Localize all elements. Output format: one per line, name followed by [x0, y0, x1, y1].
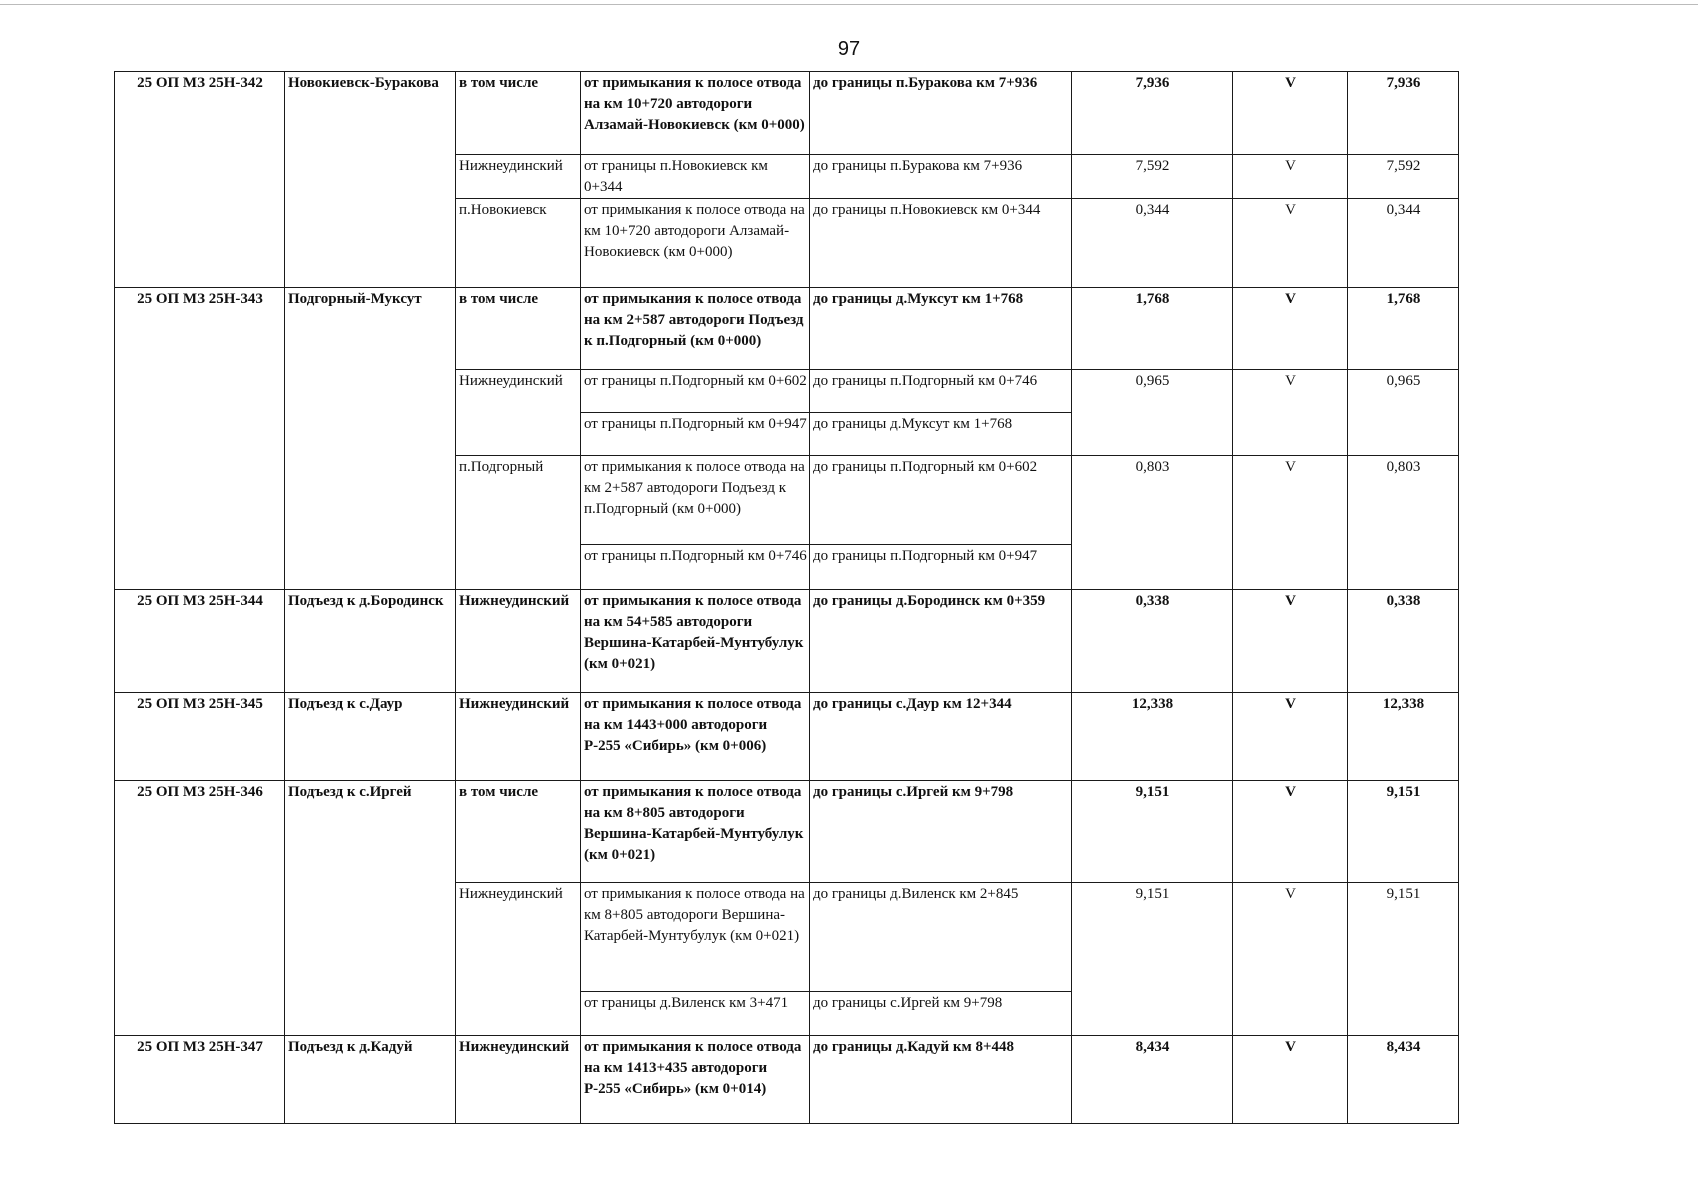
district-cell: в том числе	[456, 781, 581, 883]
length-cell: 7,592	[1072, 155, 1233, 199]
from-cell: от примыкания к полосе отвода на км 10+720 автодороги Алзамай-Новокиевск (км 0+000)	[581, 72, 810, 155]
length-cell: 0,803	[1072, 456, 1233, 590]
to-cell: до границы п.Буракова км 7+936	[810, 72, 1072, 155]
length-cell: 1,768	[1072, 288, 1233, 370]
from-cell: от границы п.Подгорный км 0+746	[581, 545, 810, 590]
road-code: 25 ОП МЗ 25Н-343	[115, 288, 285, 590]
category-cell: V	[1233, 693, 1348, 781]
total-cell: 0,965	[1348, 370, 1459, 456]
total-cell: 0,344	[1348, 199, 1459, 288]
from-cell: от границы п.Подгорный км 0+602	[581, 370, 810, 413]
table-row	[115, 590, 1459, 693]
from-cell: от границы д.Виленск км 3+471	[581, 992, 810, 1036]
total-cell: 9,151	[1348, 883, 1459, 1036]
to-cell: до границы д.Бородинск км 0+359	[810, 590, 1072, 693]
category-cell: V	[1233, 155, 1348, 199]
to-cell: до границы п.Подгорный км 0+746	[810, 370, 1072, 413]
table-row	[115, 781, 1459, 883]
total-cell: 8,434	[1348, 1036, 1459, 1124]
table-row	[115, 72, 1459, 155]
to-cell: до границы д.Кадуй км 8+448	[810, 1036, 1072, 1124]
road-code: 25 ОП МЗ 25Н-346	[115, 781, 285, 1036]
road-name: Подгорный-Муксут	[285, 288, 456, 590]
road-code: 25 ОП МЗ 25Н-347	[115, 1036, 285, 1124]
from-cell: от границы п.Новокиевск км 0+344	[581, 155, 810, 199]
from-cell: от примыкания к полосе отвода на км 54+585 автодороги Вершина-Катарбей-Мунтубулук (км 0+021)	[581, 590, 810, 693]
to-cell: до границы п.Подгорный км 0+947	[810, 545, 1072, 590]
category-cell: V	[1233, 883, 1348, 1036]
district-cell: Нижнеудинский	[456, 1036, 581, 1124]
category-cell: V	[1233, 590, 1348, 693]
roads-table	[114, 71, 1459, 1124]
total-cell: 0,803	[1348, 456, 1459, 590]
road-code: 25 ОП МЗ 25Н-345	[115, 693, 285, 781]
length-cell: 9,151	[1072, 781, 1233, 883]
road-code: 25 ОП МЗ 25Н-342	[115, 72, 285, 288]
total-cell: 1,768	[1348, 288, 1459, 370]
category-cell: V	[1233, 781, 1348, 883]
total-cell: 7,936	[1348, 72, 1459, 155]
category-cell: V	[1233, 370, 1348, 456]
from-cell: от примыкания к полосе отвода на км 1443+000 автодороги Р-255 «Сибирь» (км 0+006)	[581, 693, 810, 781]
total-cell: 0,338	[1348, 590, 1459, 693]
road-name: Подъезд к д.Кадуй	[285, 1036, 456, 1124]
length-cell: 12,338	[1072, 693, 1233, 781]
to-cell: до границы с.Даур км 12+344	[810, 693, 1072, 781]
district-cell: Нижнеудинский	[456, 693, 581, 781]
district-cell: Нижнеудинский	[456, 370, 581, 456]
from-cell: от примыкания к полосе отвода на км 8+805 автодороги Вершина-Катарбей-Мунтубулук (км 0+021)	[581, 883, 810, 992]
district-cell: Нижнеудинский	[456, 155, 581, 199]
district-cell: п.Подгорный	[456, 456, 581, 590]
district-cell: Нижнеудинский	[456, 883, 581, 1036]
district-cell: в том числе	[456, 72, 581, 155]
to-cell: до границы д.Муксут км 1+768	[810, 413, 1072, 456]
category-cell: V	[1233, 72, 1348, 155]
district-cell: Нижнеудинский	[456, 590, 581, 693]
table-row	[115, 288, 1459, 370]
length-cell: 0,965	[1072, 370, 1233, 456]
length-cell: 8,434	[1072, 1036, 1233, 1124]
category-cell: V	[1233, 288, 1348, 370]
scan-artifact-line	[0, 4, 1698, 5]
from-cell: от примыкания к полосе отвода на км 2+587 автодороги Подъезд к п.Подгорный (км 0+000)	[581, 456, 810, 545]
from-cell: от границы п.Подгорный км 0+947	[581, 413, 810, 456]
to-cell: до границы п.Подгорный км 0+602	[810, 456, 1072, 545]
category-cell: V	[1233, 199, 1348, 288]
page-number: 97	[837, 38, 861, 60]
total-cell: 9,151	[1348, 781, 1459, 883]
to-cell: до границы с.Иргей км 9+798	[810, 992, 1072, 1036]
from-cell: от примыкания к полосе отвода на км 1413+435 автодороги Р-255 «Сибирь» (км 0+014)	[581, 1036, 810, 1124]
table-row	[115, 1036, 1459, 1124]
from-cell: от примыкания к полосе отвода на км 2+587 автодороги Подъезд к п.Подгорный (км 0+000)	[581, 288, 810, 370]
from-cell: от примыкания к полосе отвода на км 8+805 автодороги Вершина-Катарбей-Мунтубулук (км 0+021)	[581, 781, 810, 883]
total-cell: 7,592	[1348, 155, 1459, 199]
to-cell: до границы п.Буракова км 7+936	[810, 155, 1072, 199]
category-cell: V	[1233, 1036, 1348, 1124]
to-cell: до границы д.Муксут км 1+768	[810, 288, 1072, 370]
district-cell: п.Новокиевск	[456, 199, 581, 288]
length-cell: 9,151	[1072, 883, 1233, 1036]
to-cell: до границы д.Виленск км 2+845	[810, 883, 1072, 992]
length-cell: 0,344	[1072, 199, 1233, 288]
road-code: 25 ОП МЗ 25Н-344	[115, 590, 285, 693]
road-name: Подъезд к д.Бородинск	[285, 590, 456, 693]
road-name: Новокиевск-Буракова	[285, 72, 456, 288]
table-row	[115, 693, 1459, 781]
category-cell: V	[1233, 456, 1348, 590]
length-cell: 7,936	[1072, 72, 1233, 155]
road-name: Подъезд к с.Даур	[285, 693, 456, 781]
to-cell: до границы с.Иргей км 9+798	[810, 781, 1072, 883]
to-cell: до границы п.Новокиевск км 0+344	[810, 199, 1072, 288]
length-cell: 0,338	[1072, 590, 1233, 693]
road-name: Подъезд к с.Иргей	[285, 781, 456, 1036]
from-cell: от примыкания к полосе отвода на км 10+720 автодороги Алзамай-Новокиевск (км 0+000)	[581, 199, 810, 288]
total-cell: 12,338	[1348, 693, 1459, 781]
district-cell: в том числе	[456, 288, 581, 370]
